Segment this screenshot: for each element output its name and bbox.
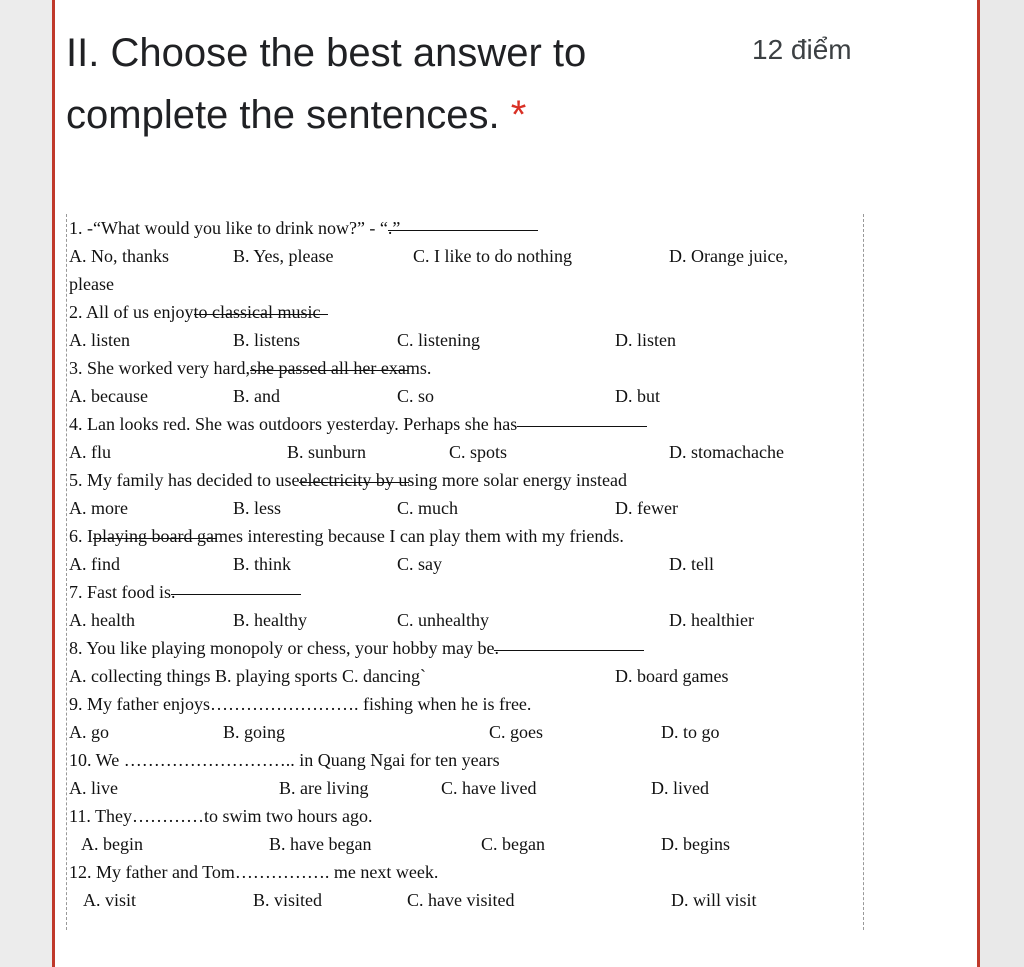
question-text: 10. We ……………………….. in Quang Ngai for ten years [69,750,500,770]
option-a: A. begin [81,834,143,854]
question-row [67,690,863,718]
question-row [67,298,863,326]
option-d: D. to go [661,722,720,742]
option-c: C. say [397,554,442,574]
option-a: A. visit [83,890,137,910]
option-d: D. listen [615,330,676,350]
option-b: B. listens [233,330,301,350]
option-c: C. I like to do nothing [413,246,572,266]
option-a: A. find [69,554,120,574]
question-row [67,802,863,830]
option-b: B. sunburn [287,442,367,462]
question-text: 7. Fast food is . [69,578,176,606]
page-margin [980,0,1024,967]
option-d: D. stomachache [669,442,784,462]
question-text: 2. All of us enjoy to classical music [69,298,320,326]
option-a: A. flu [69,442,111,462]
option-a: A. No, thanks [69,246,169,266]
option-b: B. healthy [233,610,307,630]
question-image [66,214,864,930]
option-c: C. goes [489,722,543,742]
options-row [67,662,863,690]
title-line-1: II. Choose the best answer to [66,31,587,75]
options-row [67,242,863,270]
options-row [67,550,863,578]
question-text: 4. Lan looks red. She was outdoors yesterday. Perhaps she has [69,410,517,438]
question-title [66,22,666,146]
option-d: D. Orange juice, [669,246,788,266]
option-a: A. because [69,386,148,406]
option-d: D. fewer [615,498,678,518]
option-a: A. more [69,498,128,518]
option-b: B. Yes, please [233,246,334,266]
option-d: D. tell [669,554,714,574]
option-b: B. think [233,554,292,574]
options-row [67,438,863,466]
option-b: B. less [233,498,282,518]
question-row [67,214,863,242]
option-d: D. begins [661,834,730,854]
question-row [67,522,863,550]
option-c: C. have visited [407,890,515,910]
option-c: C. began [481,834,545,854]
question-row [67,466,863,494]
question-row [67,746,863,774]
option-b: B. have began [269,834,372,854]
options-row [67,830,863,858]
options-row [67,382,863,410]
required-mark: * [510,93,527,137]
option-c: C. listening [397,330,481,350]
question-text: 1. -“What would you like to drink now?” - “ .” [69,214,400,242]
options-row [67,606,863,634]
question-text: 11. They…………to swim two hours ago. [69,806,373,826]
option-c: C. spots [449,442,508,462]
option-b: B. and [233,386,280,406]
option-b: B. visited [253,890,323,910]
question-text: 3. She worked very hard, she passed all her exams. [69,354,431,382]
option-a: A. go [69,722,109,742]
question-text: 6. I playing board games interesting because I can play them with my friends. [69,522,624,550]
option-d: D. but [615,386,660,406]
option-d-continued: please [69,274,114,294]
points-label: 12 điểm [752,34,852,65]
option-wrap-row [67,270,863,298]
question-row [67,634,863,662]
question-text: 12. My father and Tom……………. me next week. [69,862,439,882]
question-row [67,578,863,606]
question-row [67,410,863,438]
option-c: C. unhealthy [397,610,489,630]
question-text: 5. My family has decided to use electricity by using more solar energy instead [69,466,627,494]
option-a: A. health [69,610,135,630]
title-line-2: complete the sentences. [66,93,500,137]
options-row [67,774,863,802]
options-row [67,326,863,354]
option-c: C. have lived [441,778,537,798]
option-d: D. lived [651,778,709,798]
question-row [67,858,863,886]
question-row [67,354,863,382]
option-c: C. much [397,498,458,518]
options-row [67,886,863,914]
option-d: D. healthier [669,610,754,630]
options-row [67,494,863,522]
option-b: B. going [223,722,286,742]
option-d: D. board games [615,666,729,686]
question-text: 8. You like playing monopoly or chess, your hobby may be . [69,634,499,662]
option-a-b-c: A. collecting things B. playing sports C. dancing` [69,666,426,686]
option-a: A. listen [69,330,130,350]
question-text: 9. My father enjoys……………………. fishing when he is free. [69,694,532,714]
option-a: A. live [69,778,118,798]
option-b: B. are living [279,778,369,798]
options-row [67,718,863,746]
option-d: D. will visit [671,890,757,910]
option-c: C. so [397,386,435,406]
